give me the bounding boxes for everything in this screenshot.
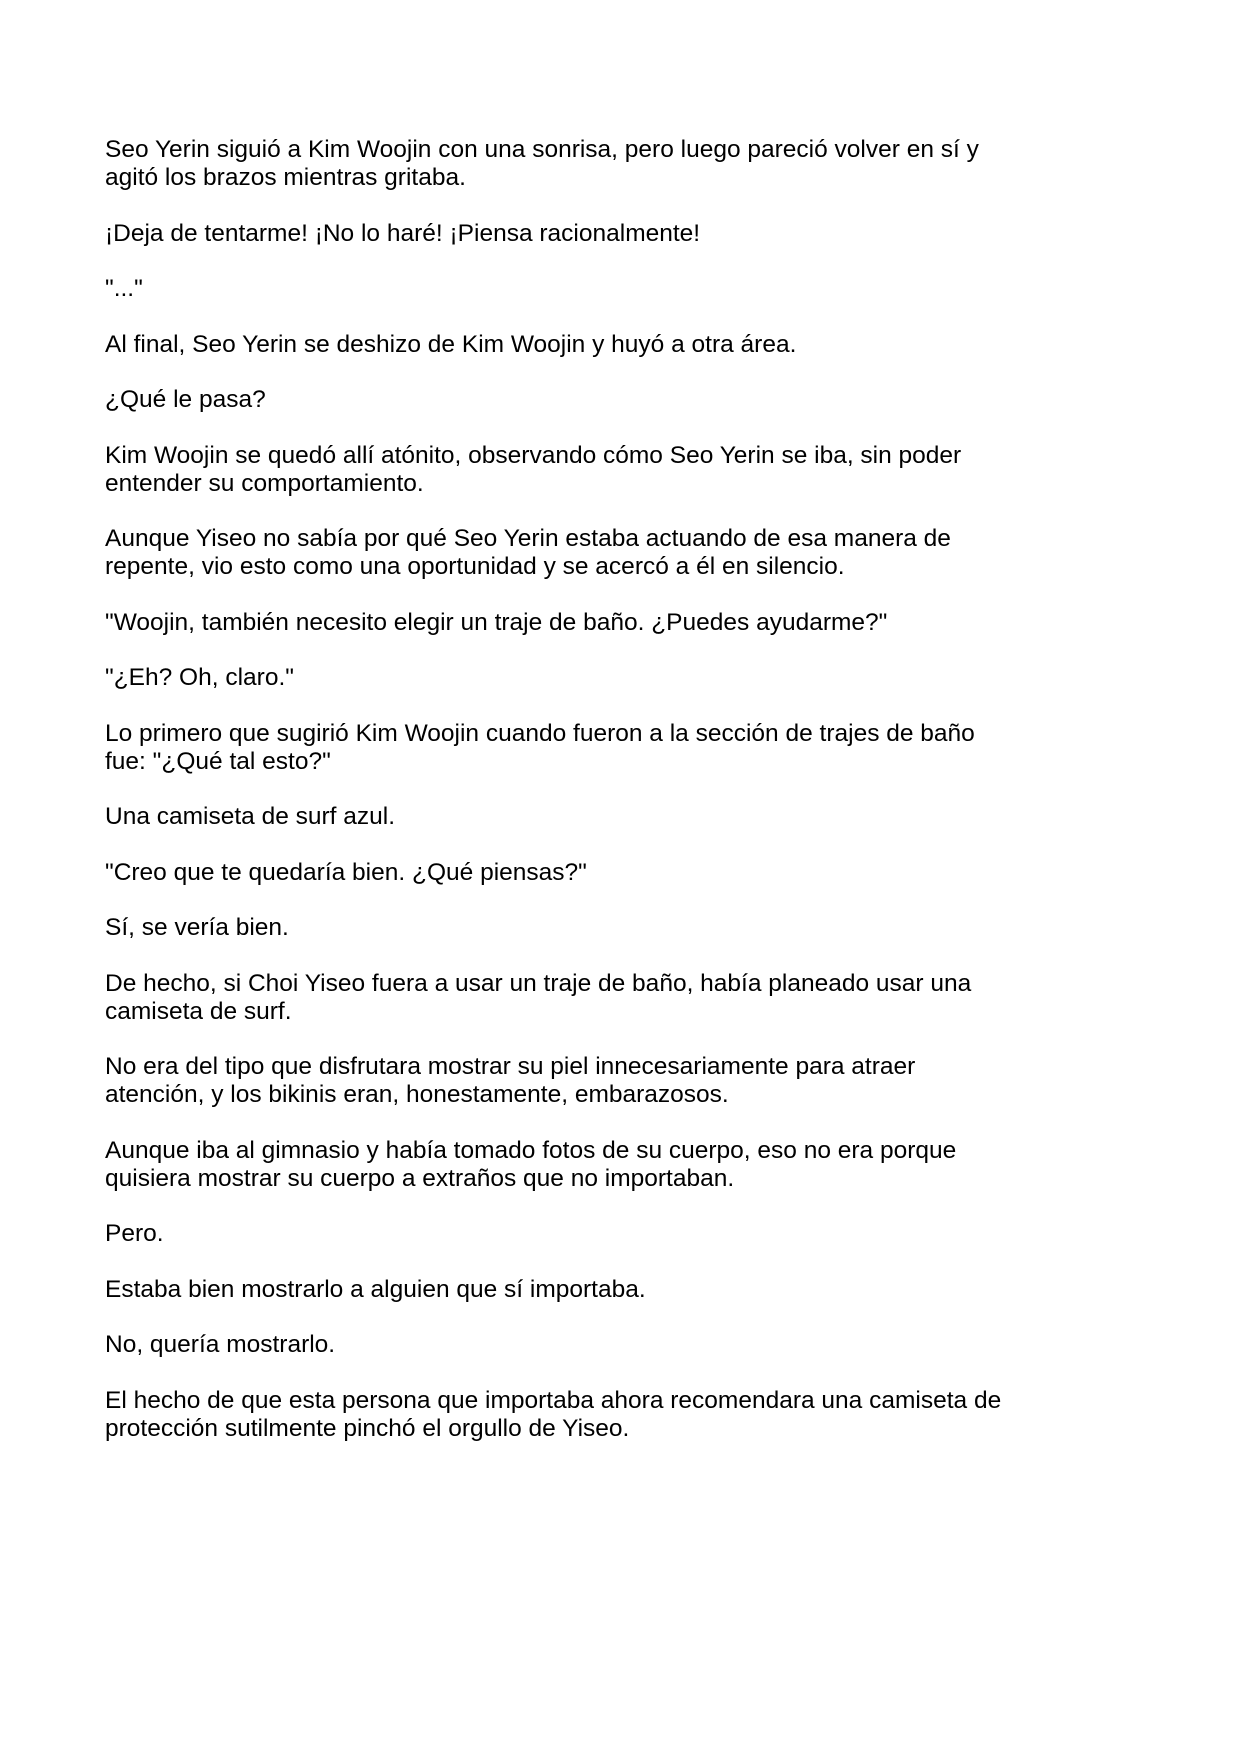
text-line: Estaba bien mostrarlo a alguien que sí importaba. xyxy=(105,1275,646,1303)
text-line: Sí, se vería bien. xyxy=(105,914,289,941)
paragraph-8 xyxy=(105,609,1105,637)
paragraph-12 xyxy=(105,859,1105,887)
document-body xyxy=(105,136,1105,1470)
text-line: Pero. xyxy=(105,1220,164,1247)
text-line: No, quería mostrarlo. xyxy=(105,1331,336,1358)
text-line: "..." xyxy=(105,275,143,302)
paragraph-14 xyxy=(105,970,1105,1026)
text-line: "Woojin, también necesito elegir un traje de baño. ¿Puedes ayudarme?" xyxy=(105,608,888,636)
paragraph-16 xyxy=(105,1137,1105,1193)
paragraph-7 xyxy=(105,525,1105,581)
text-line: Aunque iba al gimnasio y había tomado fotos de su cuerpo, eso no era porque xyxy=(105,1136,957,1164)
text-line: Una camiseta de surf azul. xyxy=(105,803,396,830)
text-line: atención, y los bikinis eran, honestamente, embarazosos. xyxy=(105,1081,729,1108)
paragraph-20 xyxy=(105,1387,1105,1443)
paragraph-9 xyxy=(105,664,1105,692)
paragraph-18 xyxy=(105,1276,1105,1304)
text-line: Lo primero que sugirió Kim Woojin cuando fueron a la sección de trajes de baño xyxy=(105,719,975,747)
paragraph-17 xyxy=(105,1220,1105,1248)
text-line: Al final, Seo Yerin se deshizo de Kim Woojin y huyó a otra área. xyxy=(105,330,797,358)
text-line: El hecho de que esta persona que importaba ahora recomendara una camiseta de xyxy=(105,1386,1002,1414)
text-line: ¡Deja de tentarme! ¡No lo haré! ¡Piensa racionalmente! xyxy=(105,219,701,247)
text-line: No era del tipo que disfrutara mostrar su piel innecesariamente para atraer xyxy=(105,1053,916,1080)
text-line: protección sutilmente pinchó el orgullo de Yiseo. xyxy=(105,1414,630,1442)
text-line: De hecho, si Choi Yiseo fuera a usar un traje de baño, había planeado usar una xyxy=(105,969,972,997)
paragraph-10 xyxy=(105,720,1105,776)
text-line: "Creo que te quedaría bien. ¿Qué piensas?" xyxy=(105,858,587,886)
text-line: Seo Yerin siguió a Kim Woojin con una sonrisa, pero luego pareció volver en sí y xyxy=(105,136,979,163)
paragraph-3 xyxy=(105,275,1105,303)
text-line: Aunque Yiseo no sabía por qué Seo Yerin estaba actuando de esa manera de xyxy=(105,525,951,552)
text-line: fue: "¿Qué tal esto?" xyxy=(105,747,331,775)
paragraph-11 xyxy=(105,803,1105,831)
text-line: ¿Qué le pasa? xyxy=(105,386,266,413)
paragraph-2 xyxy=(105,220,1105,248)
paragraph-6 xyxy=(105,442,1105,498)
paragraph-13 xyxy=(105,914,1105,942)
text-line: agitó los brazos mientras gritaba. xyxy=(105,164,466,191)
text-line: Kim Woojin se quedó allí atónito, observando cómo Seo Yerin se iba, sin poder xyxy=(105,441,962,469)
paragraph-1 xyxy=(105,136,1105,192)
text-line: camiseta de surf. xyxy=(105,997,292,1025)
paragraph-4 xyxy=(105,331,1105,359)
paragraph-15 xyxy=(105,1053,1105,1109)
text-line: entender su comportamiento. xyxy=(105,469,424,497)
paragraph-5 xyxy=(105,386,1105,414)
paragraph-19 xyxy=(105,1331,1105,1359)
text-line: "¿Eh? Oh, claro." xyxy=(105,664,294,691)
text-line: quisiera mostrar su cuerpo a extraños que no importaban. xyxy=(105,1164,735,1192)
text-line: repente, vio esto como una oportunidad y se acercó a él en silencio. xyxy=(105,553,845,580)
